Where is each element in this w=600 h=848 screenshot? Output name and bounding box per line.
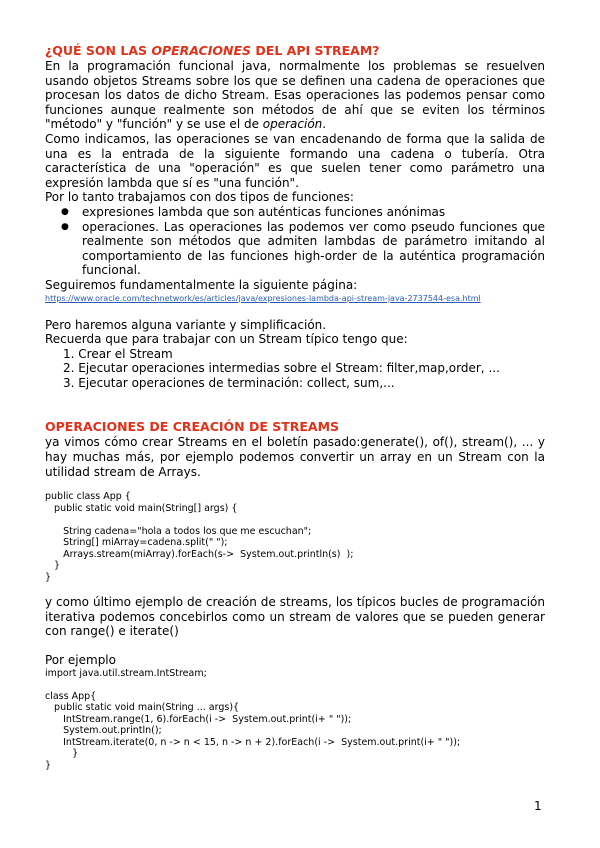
paragraph-create-streams: ya vimos cómo crear Streams en el boletín pasado:generate(), of(), stream(), ... y hay muchas más, por ejemplo podemos convertir un array en un Stream con la utilidad stream de Arrays. (45, 435, 545, 479)
list-item: 2. Ejecutar operaciones intermedias sobre el Stream: filter,map,order, ... (63, 361, 500, 376)
spacer (45, 390, 545, 419)
stream-steps-list (45, 347, 545, 391)
paragraph-steps-intro: Recuerda que para trabajar con un Stream típico tengo que: (45, 332, 408, 347)
list-item: 3. Ejecutar operaciones de terminación: collect, sum,... (63, 375, 395, 390)
paragraph-chaining: Como indicamos, las operaciones se van encadenando de forma que la salida de una es la entrada de la siguiente formando una cadena o tubería. Otra característica de una "operación" es que suelen tener como parámetro una expresión lambda que sí es "una función". (45, 131, 545, 190)
paragraph-reference: Seguiremos fundamentalmente la siguiente página: (45, 277, 358, 292)
list-item: ● operaciones. Las operaciones las podemos ver como pseudo funciones que realmente son métodos que admiten lambdas de parámetro imitando al comportamiento de las funciones high-order de la auténtica programación funcional. (45, 220, 545, 278)
title-emphasis: OPERACIONES (151, 43, 252, 58)
page-number: 1 (534, 799, 542, 813)
section-title-operaciones (45, 43, 545, 59)
function-types-list (45, 205, 545, 278)
oracle-article-link[interactable]: https://www.oracle.com/technetwork/es/articles/java/expresiones-lambda-api-stream-java-2737544-esa.html (45, 293, 481, 303)
title-part: DEL API STREAM? (251, 43, 380, 58)
section-title-creacion: OPERACIONES DE CREACIÓN DE STREAMS (45, 419, 340, 435)
code-block-intstream: import java.util.stream.IntStream; class App{ public static void main(String ... args){ IntStream.range(1, 6).forEach(i -> System.out.print(i+ " ")); System.out.println(); IntStream.iterate(0, n -> n < 15, n -> n + 2).forEach(i -> System.out.print(i+ " ")); } } (45, 667, 461, 771)
spacer (45, 583, 545, 595)
title-part: ¿QUÉ SON LAS (45, 43, 152, 58)
text-run: . (322, 117, 327, 132)
paragraph-intro (45, 59, 545, 132)
list-item: 1. Crear el Stream (63, 346, 173, 361)
page-content (45, 43, 545, 771)
code-block-arrays: public class App { public static void main(String[] args) { String cadena="hola a todos los que me escuchan"; String[] miArray=cadena.split(" "); Arrays.stream(miArray).forEach(s-> System.out.println(s) ); } } (45, 491, 354, 583)
text-run: En la programación funcional java, normalmente los problemas se resuelven usando objetos Streams sobre los que se definen una cadena de operaciones que procesan los datos de dicho Stream. Esas operaciones las podemos pensar como funciones aunque realmente son métodos de ahí que se eviten los términos "método" y "función" y se use el de (45, 59, 545, 132)
list-item: ● expresiones lambda que son auténticas funciones anónimas (45, 205, 545, 220)
paragraph-variants: Pero haremos alguna variante y simplificación. (45, 317, 327, 332)
text-emphasis: operación (262, 117, 323, 132)
spacer (45, 639, 545, 653)
spacer (45, 479, 545, 491)
paragraph-range-iterate: y como último ejemplo de creación de streams, los típicos bucles de programación iterativa podemos concebirlos como un stream de valores que se pueden generar con range() e iterate() (45, 595, 545, 639)
spacer (45, 304, 545, 318)
paragraph-function-types: Por lo tanto trabajamos con dos tipos de funciones: (45, 190, 354, 205)
paragraph-example: Por ejemplo (45, 653, 116, 668)
